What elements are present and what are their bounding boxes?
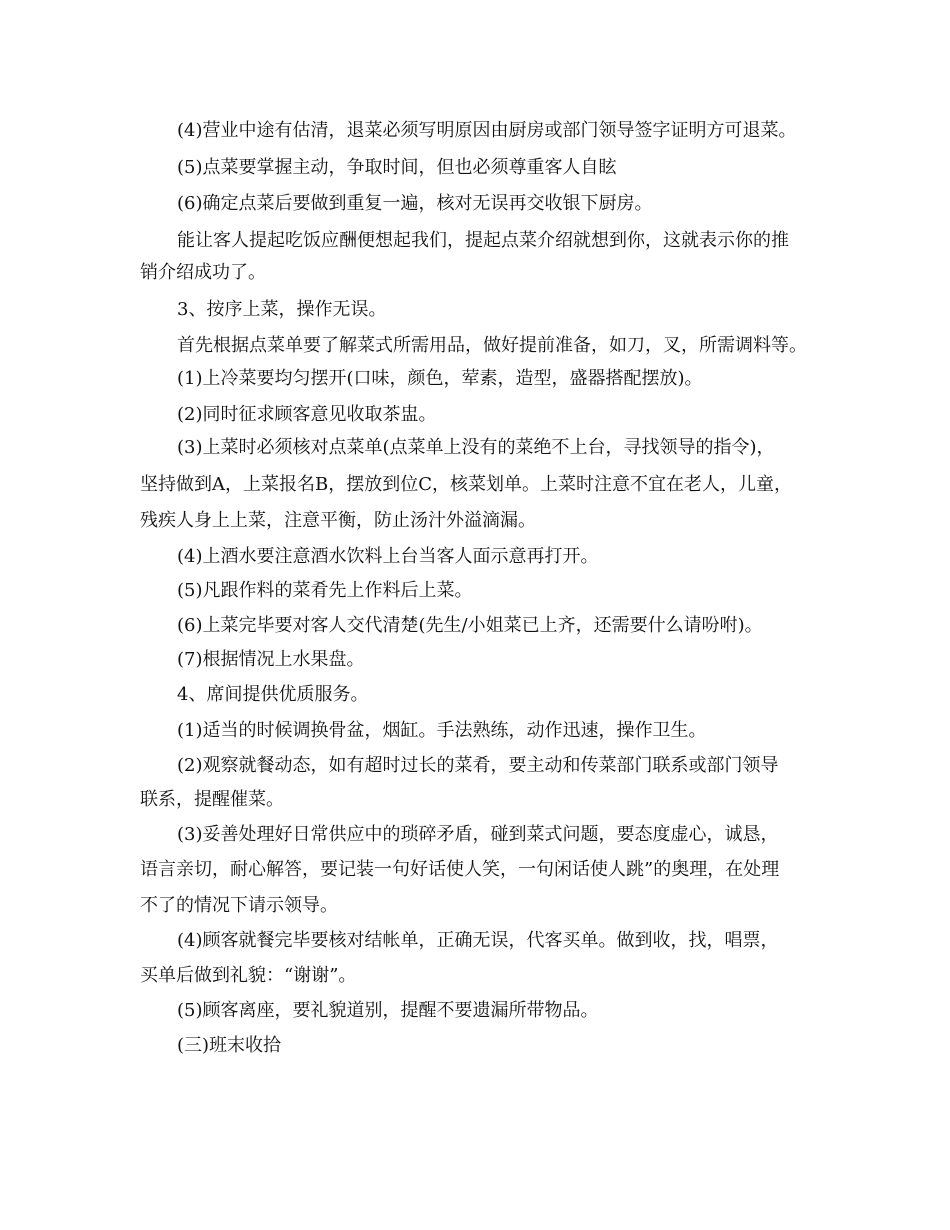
text-line: (1)上冷菜要均匀摆开(口味，颜色，荤素，造型，盛器搭配摆放)。 <box>177 368 703 389</box>
text-line: 能让客人提起吃饭应酬便想起我们，提起点菜介绍就想到你，这就表示你的推 <box>177 230 789 251</box>
text-line: 买单后做到礼貌：“谢谢”。 <box>140 965 357 986</box>
text-line: (6)上菜完毕要对客人交代清楚(先生/小姐菜已上齐，还需要什么请吩咐)。 <box>177 615 763 636</box>
text-line: (4)顾客就餐完毕要核对结帐单，正确无误，代客买单。做到收，找，唱票， <box>177 930 779 951</box>
text-line: (2)同时征求顾客意见收取茶盅。 <box>177 404 437 425</box>
text-line: (4)上酒水要注意酒水饮料上台当客人面示意再打开。 <box>177 546 599 567</box>
text-line: (5)顾客离座，要礼貌道别，提醒不要遗漏所带物品。 <box>177 1000 599 1021</box>
text-line: 首先根据点菜单要了解菜式所需用品，做好提前准备，如刀，叉，所需调料等。 <box>177 335 807 356</box>
section-heading: (三)班末收拾 <box>177 1035 282 1056</box>
text-line: 联系，提醒催菜。 <box>140 789 284 810</box>
text-line: 不了的情况下请示领导。 <box>140 895 338 916</box>
text-line: (5)凡跟作料的菜肴先上作料后上菜。 <box>177 580 473 601</box>
text-line: 残疾人身上上菜，注意平衡，防止汤汁外溢滴漏。 <box>140 510 536 531</box>
text-line: (3)上菜时必须核对点菜单(点菜单上没有的菜绝不上台，寻找领导的指令)， <box>177 437 775 458</box>
section-heading: 4、席间提供优质服务。 <box>177 684 369 705</box>
text-line: (3)妥善处理好日常供应中的琐碎矛盾，碰到菜式问题，要态度虚心，诚恳， <box>177 824 779 845</box>
text-line: 销介绍成功了。 <box>140 262 266 283</box>
text-line: (7)根据情况上水果盘。 <box>177 649 365 670</box>
text-line: (1)适当的时候调换骨盆，烟缸。手法熟练，动作迅速，操作卫生。 <box>177 720 707 741</box>
text-line: (5)点菜要掌握主动，争取时间，但也必须尊重客人自眩 <box>177 157 617 178</box>
section-heading: 3、按序上菜，操作无误。 <box>177 299 387 320</box>
text-line: (2)观察就餐动态，如有超时过长的菜肴，要主动和传菜部门联系或部门领导 <box>177 755 779 776</box>
text-line: (4)营业中途有估清，退菜必须写明原因由厨房或部门领导签字证明方可退菜。 <box>177 120 797 141</box>
text-line: 语言亲切，耐心解答，要记装一句好话使人笑，一句闲话使人跳”的奥理，在处理 <box>140 859 780 880</box>
text-line: 坚持做到A，上菜报名B，摆放到位C，核菜划单。上菜时注意不宜在老人，儿童， <box>140 474 792 495</box>
text-line: (6)确定点菜后要做到重复一遍，核对无误再交收银下厨房。 <box>177 193 653 214</box>
